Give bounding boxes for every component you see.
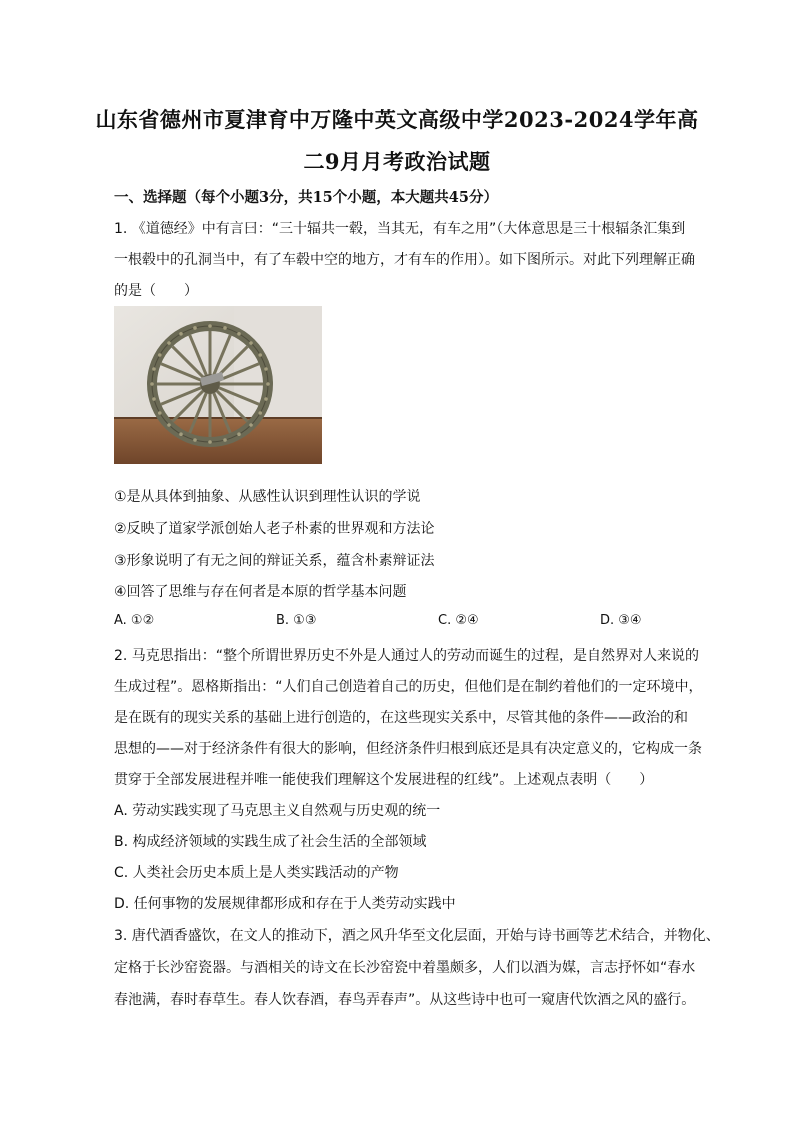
q2-option-b: B. 构成经济领域的实践生成了社会生活的全部领域: [114, 834, 427, 850]
q2-line-3: 是在既有的现实关系的基础上进行创造的，在这些现实关系中，尽管其他的条件——政治的和: [114, 710, 688, 726]
q1-line-1: 1. 《道德经》中有言曰：“三十辐共一毂，当其无，有车之用”（大体意思是三十根辐条汇集到: [114, 221, 686, 237]
wheel-rivet: [152, 367, 156, 371]
wheel-rivet: [249, 341, 253, 345]
wheel-rivet: [152, 397, 156, 401]
q1-statement-2: ②反映了道家学派创始人老子朴素的世界观和方法论: [114, 521, 435, 537]
q1-option-d: D. ③④: [600, 613, 642, 628]
q3-line-3: 春池满，春时春草生。春人饮春酒，春鸟弄春声”。从这些诗中也可一窥唐代饮酒之风的盛行。: [114, 992, 696, 1008]
wheel-rivet: [258, 353, 262, 357]
wheel-rivet: [167, 423, 171, 427]
q2-line-1: 2. 马克思指出：“整个所谓世界历史不外是人通过人的劳动而诞生的过程，是自然界对人来说的: [114, 648, 700, 664]
wheel-rivet: [223, 438, 227, 442]
q2-option-d: D. 任何事物的发展规律都形成和存在于人类劳动实践中: [114, 896, 456, 912]
q1-option-b: B. ①③: [276, 613, 317, 628]
q1-option-a: A. ①②: [114, 613, 155, 628]
wheel-rivet: [158, 411, 162, 415]
wheel-rivet: [208, 440, 212, 444]
q1-statement-3: ③形象说明了有无之间的辩证关系，蕴含朴素辩证法: [114, 553, 435, 569]
exam-title-line-1: 山东省德州市夏津育中万隆中英文高级中学2023-2024学年高: [95, 107, 699, 132]
wheel-rivet: [179, 332, 183, 336]
wheel-rivet: [150, 382, 154, 386]
q3-line-1: 3. 唐代酒香盛饮，在文人的推动下，酒之风升华至文化层面，开始与诗书画等艺术结合，并物化、: [114, 928, 720, 944]
q1-line-2: 一根毂中的孔洞当中，有了车毂中空的地方，才有车的作用）。如下图所示。对此下列理解正确: [114, 252, 695, 268]
wheel-rivet: [237, 432, 241, 436]
wheel-rivet: [158, 353, 162, 357]
q1-line-3: 的是（ ）: [114, 283, 198, 299]
q3-line-2: 定格于长沙窑瓷器。与酒相关的诗文在长沙窑瓷中着墨颇多，人们以酒为媒，言志抒怀如“春水: [114, 960, 696, 976]
q1-options: [114, 613, 674, 633]
wheel-rivet: [179, 432, 183, 436]
q2-option-a: A. 劳动实践实现了马克思主义自然观与历史观的统一: [114, 803, 441, 819]
wheel-rivet: [208, 324, 212, 328]
q1-statement-1: ①是从具体到抽象、从感性认识到理性认识的学说: [114, 489, 421, 505]
q1-option-c: C. ②④: [438, 613, 479, 628]
wheel-rivet: [193, 326, 197, 330]
wheel-rivet: [167, 341, 171, 345]
q2-option-c: C. 人类社会历史本质上是人类实践活动的产物: [114, 865, 399, 881]
wheel-rivet: [264, 367, 268, 371]
section-heading: 一、选择题（每个小题3分，共15个小题，本大题共45分）: [114, 189, 498, 206]
q2-line-5: 贯穿于全部发展进程并唯一能使我们理解这个发展进程的红线”。上述观点表明（ ）: [114, 772, 654, 788]
wheel-rivet: [258, 411, 262, 415]
exam-title-line-2: 二9月月考政治试题: [303, 149, 491, 174]
wheel-rivet: [237, 332, 241, 336]
wheel-rivet: [264, 397, 268, 401]
q1-statement-4: ④回答了思维与存在何者是本原的哲学基本问题: [114, 584, 407, 600]
wooden-wheel-photo: [114, 306, 322, 464]
q2-line-2: 生成过程”。恩格斯指出：“人们自己创造着自己的历史，但他们是在制约着他们的一定环境中，: [114, 679, 703, 695]
wheel-rivet: [266, 382, 270, 386]
q2-line-4: 思想的——对于经济条件有很大的影响，但经济条件归根到底还是具有决定意义的，它构成一条: [114, 741, 702, 757]
wheel-rivet: [223, 326, 227, 330]
wheel-rivet: [193, 438, 197, 442]
wheel-rivet: [249, 423, 253, 427]
